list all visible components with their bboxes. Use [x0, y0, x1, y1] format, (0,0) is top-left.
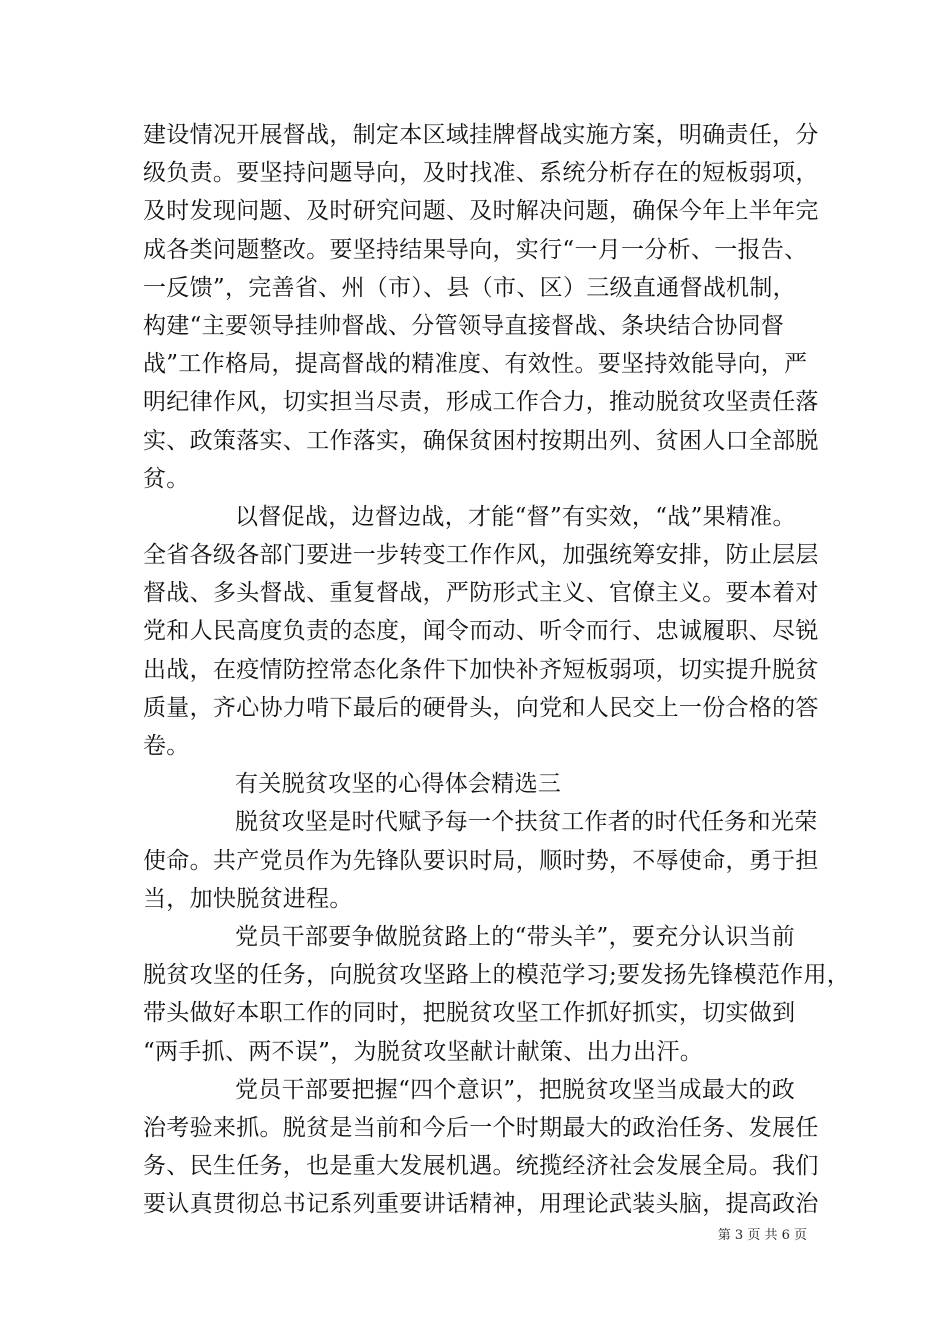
text-line: “两手抓、两不误”，为脱贫攻坚献计献策、出力出汗。 [143, 1038, 704, 1065]
text-line: 明纪律作风，切实担当尽责，形成工作合力，推动脱贫攻坚责任落 [143, 389, 819, 416]
text-line: 卷。 [143, 733, 190, 759]
paragraph-first-line: 以督促战，边督边战，才能“督”有实效，“战”果精准。 [235, 503, 796, 530]
text-line: 治考验来抓。脱贫是当前和今后一个时期最大的政治任务、发展任 [143, 1114, 819, 1141]
text-line: 级负责。要坚持问题导向，及时找准、系统分析存在的短板弱项， [143, 160, 819, 187]
text-line: 成各类问题整改。要坚持结果导向，实行“一月一分析、一报告、 [143, 236, 808, 263]
section-heading: 有关脱贫攻坚的心得体会精选三 [235, 771, 562, 798]
text-line: 构建“主要领导挂帅督战、分管领导直接督战、条块结合协同督 [143, 312, 785, 339]
paragraph-first-line: 脱贫攻坚是时代赋予每一个扶贫工作者的时代任务和光荣 [235, 809, 818, 836]
paragraph-first-line: 党员干部要争做脱贫路上的“带头羊”，要充分认识当前 [235, 923, 796, 950]
text-line: 质量，齐心协力啃下最后的硬骨头，向党和人民交上一份合格的答 [143, 694, 819, 721]
body-text [143, 116, 851, 1223]
text-line: 战”工作格局，提高督战的精准度、有效性。要坚持效能导向，严 [143, 351, 808, 378]
text-line: 及时发现问题、及时研究问题、及时解决问题，确保今年上半年完 [143, 198, 819, 225]
text-line: 脱贫攻坚的任务，向脱贫攻坚路上的模范学习;要发扬先锋模范作用， [143, 962, 851, 989]
text-line: 出战，在疫情防控常态化条件下加快补齐短板弱项，切实提升脱贫 [143, 656, 819, 683]
text-line: 督战、多头督战、重复督战，严防形式主义、官僚主义。要本着对 [143, 580, 819, 607]
paragraph-first-line: 党员干部要把握“四个意识”，把脱贫攻坚当成最大的政 [235, 1076, 796, 1103]
text-line: 一反馈”，完善省、州（市）、县（市、区）三级直通督战机制， [143, 274, 796, 301]
text-line: 贫。 [143, 465, 190, 492]
text-line: 使命。共产党员作为先锋队要识时局，顺时势，不辱使命，勇于担 [143, 847, 819, 874]
text-line: 实、政策落实、工作落实，确保贫困村按期出列、贫困人口全部脱 [143, 427, 819, 454]
text-line: 要认真贯彻总书记系列重要讲话精神，用理论武装头脑，提高政治 [143, 1191, 819, 1218]
text-line: 党和人民高度负责的态度，闻令而动、听令而行、忠诚履职、尽锐 [143, 618, 819, 645]
text-line: 全省各级各部门要进一步转变工作作风，加强统筹安排，防止层层 [143, 542, 819, 569]
text-line: 当，加快脱贫进程。 [143, 885, 353, 912]
text-line: 建设情况开展督战，制定本区域挂牌督战实施方案，明确责任，分 [143, 122, 819, 148]
text-line: 带头做好本职工作的同时，把脱贫攻坚工作抓好抓实，切实做到 [143, 1000, 796, 1027]
page-number: 第 3 页 共 6 页 [717, 1228, 807, 1243]
text-line: 务、民生任务，也是重大发展机遇。统揽经济社会发展全局。我们 [143, 1153, 819, 1180]
